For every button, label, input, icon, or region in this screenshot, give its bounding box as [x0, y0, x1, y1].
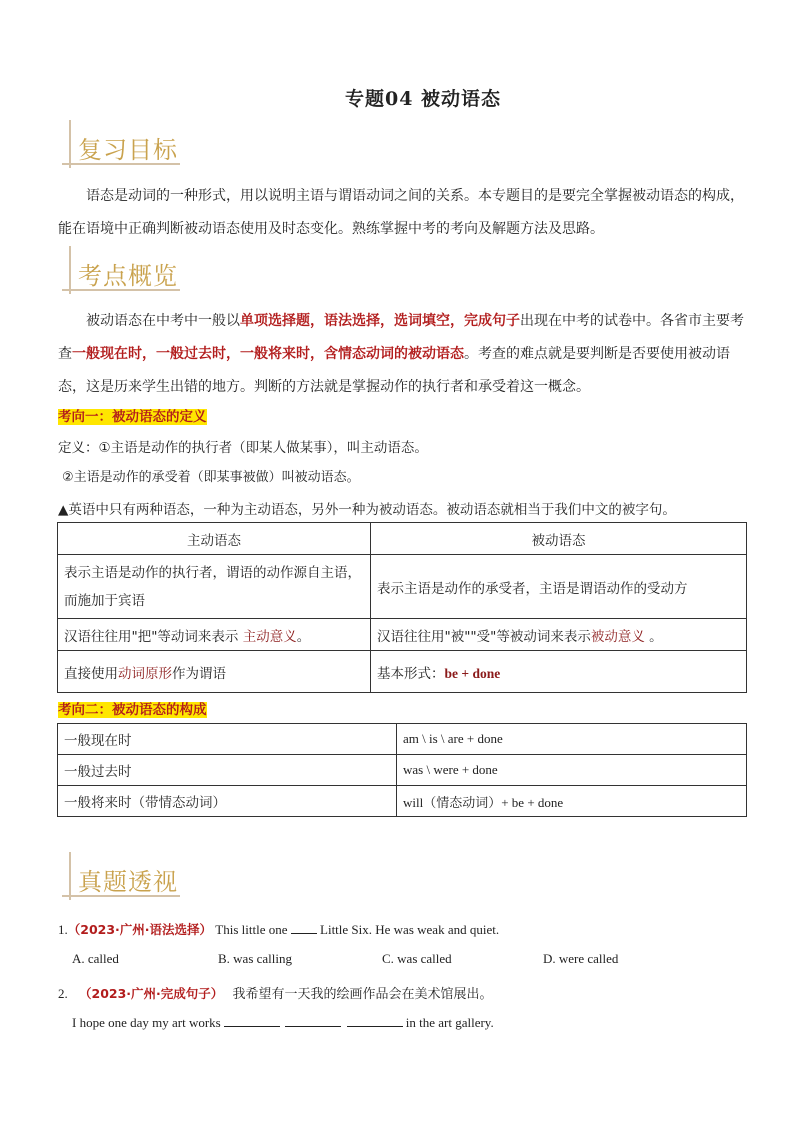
note-text: ，另外一种为 [297, 502, 379, 518]
option-c[interactable]: C. was called [382, 951, 452, 966]
cell-text: 基本形式： [377, 665, 445, 682]
header-passive: 被动语态 [371, 523, 747, 555]
kaoxiang1-label-line [58, 405, 207, 425]
question-2 [58, 983, 493, 1002]
overview-text-1: 被动语态在中考中一般以 [86, 313, 240, 329]
form-cell: was \ were + done [397, 755, 747, 786]
overview-paragraph [58, 305, 748, 404]
question-number: 2. [58, 986, 68, 1001]
section-heading-text: 真题透视 [78, 868, 178, 896]
answer-blank-2[interactable] [285, 1014, 341, 1027]
table-header-row [58, 523, 747, 555]
answer-line-text: I hope one day my art works [72, 1015, 221, 1030]
note-active: 主动语态 [243, 502, 298, 518]
tense-form-table [57, 723, 747, 817]
heading-decor-vertical [69, 852, 71, 900]
page-title: 专题04 被动语态 [344, 88, 502, 110]
header-active: 主动语态 [58, 523, 371, 555]
definition-1: 定义：①主语是动作的执行者（即某人做某事），叫主动语态。 [58, 440, 428, 456]
tense-cell: 一般将来时（带情态动词） [58, 786, 397, 817]
table-row [58, 555, 747, 619]
question-number: 1. [58, 922, 68, 937]
cell-text: 直接使用 [64, 665, 118, 682]
cell-passive-chinese [371, 619, 747, 651]
question-source: （2023·广州·完成句子） [79, 986, 224, 1001]
cell-active-chinese [58, 619, 371, 651]
cell-passive-form [371, 651, 747, 693]
table-row [58, 651, 747, 693]
section-heading-overview [62, 252, 242, 296]
answer-line-text: in the art gallery. [405, 1015, 494, 1030]
passive-meaning-term: 被动意义 [590, 628, 645, 645]
section-heading-real [62, 858, 242, 902]
note-text: ▲英语中只有两种语态，一种为 [58, 502, 244, 518]
cell-passive-meaning: 表示主语是动作的承受者，主语是谓语动作的受动方 [371, 555, 747, 619]
option-a[interactable]: A. called [72, 951, 119, 966]
voice-comparison-table [57, 522, 747, 693]
active-meaning-term: 主动意义 [242, 628, 297, 645]
cell-active-meaning: 表示主语是动作的执行者，谓语的动作源自主语，而施加于宾语 [58, 555, 371, 619]
form-cell: am \ is \ are + done [397, 724, 747, 755]
table-row [58, 619, 747, 651]
kaoxiang2-label: 考向二：被动语态的构成 [58, 702, 207, 718]
table-row [58, 786, 747, 817]
kaoxiang1-label: 考向一：被动语态的定义 [58, 409, 207, 425]
overview-question-types: 单项选择题，语法选择，选词填空，完成句子 [240, 313, 520, 329]
answer-blank-1[interactable] [224, 1014, 280, 1027]
review-paragraph: 语态是动词的一种形式，用以说明主语与谓语动词之间的关系。本专题目的是要完全掌握被动语态的构成，能在语境中正确判断被动语态使用及时态变化。熟练掌握中考的考向及解题方法及思路。 [58, 188, 744, 237]
table-row [58, 755, 747, 786]
kaoxiang2-label-line [58, 698, 207, 718]
be-done-formula: be + done [444, 665, 501, 681]
question-stem: 我希望有一天我的绘画作品会在美术馆展出。 [232, 987, 493, 1002]
note-text: 。被动语态就相当于我们中文的被字句。 [432, 502, 676, 518]
option-d[interactable]: D. were called [543, 951, 619, 966]
base-verb-term: 动词原形 [118, 665, 172, 682]
overview-text-2: 出现在中考的试卷中。各省市主要考查 [58, 313, 744, 362]
cell-text: 汉语往往用"被""受"等被动词来表示 [377, 628, 591, 645]
voice-note [58, 498, 676, 518]
section-heading-text: 复习目标 [78, 136, 178, 164]
tense-cell: 一般现在时 [58, 724, 397, 755]
form-cell: will（情态动词）+ be + done [397, 786, 747, 817]
cell-text: 。 [644, 628, 663, 645]
answer-blank[interactable] [291, 921, 317, 934]
question-stem: This little one [215, 922, 288, 937]
note-passive: 被动语态 [378, 502, 433, 518]
cell-active-form [58, 651, 371, 693]
heading-decor-vertical [69, 246, 71, 294]
option-b[interactable]: B. was calling [218, 951, 293, 966]
question-stem: Little Six. He was weak and quiet. [320, 922, 500, 937]
overview-text-3: 。考查的难点就是要判断是否要使用被动语态，这是历来学生出错的地方。判断的方法就是掌握动作的执行者和承受着这一概念。 [58, 346, 730, 395]
question-source: （2023·广州·语法选择） [67, 922, 213, 937]
cell-text: 作为谓语 [172, 665, 226, 682]
table-row [58, 724, 747, 755]
question-2-answer-line [72, 1014, 494, 1031]
overview-tenses: 一般现在时，一般过去时，一般将来时，含情态动词的被动语态 [72, 346, 464, 362]
definition-2: ②主语是动作的承受着（即某事被做）叫被动语态。 [62, 470, 360, 485]
section-heading-text: 考点概览 [78, 262, 178, 290]
heading-decor-vertical [69, 120, 71, 168]
tense-cell: 一般过去时 [58, 755, 397, 786]
answer-blank-3[interactable] [347, 1014, 403, 1027]
cell-text: 汉语往往用"把"等动词来表示 [64, 628, 243, 645]
question-1 [58, 920, 499, 938]
section-heading-review [62, 126, 242, 170]
cell-text: 。 [296, 628, 311, 645]
